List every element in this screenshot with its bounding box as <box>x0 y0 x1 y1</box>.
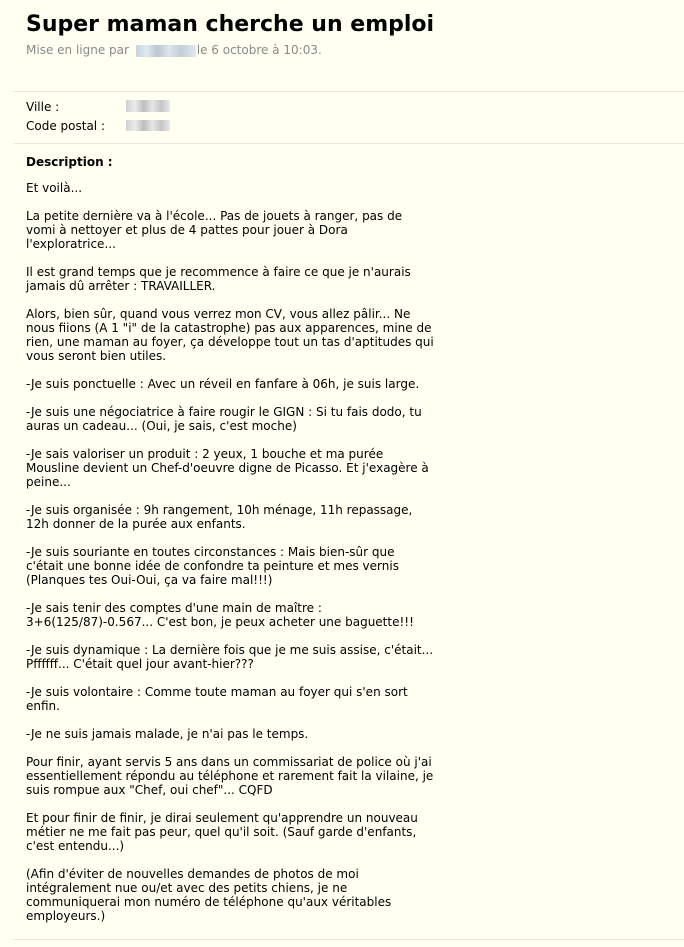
description-paragraph: -Je suis souriante en toutes circonstances : Mais bien-sûr que c'était une bonne idée de confondre ta peinture et mes vernis (Planques tes Oui-Oui, ça va faire mal!!!) <box>26 545 399 587</box>
description-paragraph: -Je sais valoriser un produit : 2 yeux, 1 bouche et ma purée Mousline devient un Chef-d'oeuvre digne de Picasso. Et j'exagère à peine... <box>26 447 429 489</box>
description-paragraph: La petite dernière va à l'école... Pas de jouets à ranger, pas de vomi à nettoyer et plus de 4 pattes pour jouer à Dora l'exploratrice... <box>26 209 403 251</box>
posted-by-line <box>26 42 322 58</box>
byline-suffix: le 6 octobre à 10:03. <box>196 43 322 57</box>
divider-middle <box>13 143 684 144</box>
description-paragraph: -Je ne suis jamais malade, je n'ai pas le temps. <box>26 727 309 741</box>
description-paragraph: Et pour finir de finir, je dirai seulement qu'apprendre un nouveau métier ne me fait pas peur, quel qu'il soit. (Sauf garde d'enfants, c'est entendu...) <box>26 811 418 853</box>
description-label: Description : <box>26 155 113 169</box>
postal-code-label: Code postal : <box>26 119 105 133</box>
description-paragraph: Et voilà... <box>26 181 83 195</box>
divider-top <box>13 91 684 92</box>
description-paragraph: Alors, bien sûr, quand vous verrez mon CV, vous allez pâlir... Ne nous fiions (A 1 "i" de la catastrophe) pas aux apparences, mine de rien, une maman au foyer, ça développe tout un tas d'aptitudes qui vous seront bien utiles. <box>26 307 434 363</box>
redacted-postal-code <box>126 120 170 131</box>
description-paragraph: (Afin d'éviter de nouvelles demandes de photos de moi intégralement nue ou/et avec des petits chiens, je ne communiquerai mon numéro de téléphone qu'aux véritables employeurs.) <box>26 867 392 923</box>
description-paragraph: -Je suis dynamique : La dernière fois que je me suis assise, c'était... Pffffff... C'était quel jour avant-hier??? <box>26 643 434 671</box>
description-body <box>26 181 466 937</box>
redacted-username <box>136 45 196 57</box>
listing-title: Super maman cherche un emploi <box>26 12 435 37</box>
description-paragraph: -Je suis ponctuelle : Avec un réveil en fanfare à 06h, je suis large. <box>26 377 420 391</box>
description-paragraph: Pour finir, ayant servis 5 ans dans un commissariat de police où j'ai essentiellement répondu au téléphone et rarement fait la vilaine, je suis rompue aux "Chef, oui chef"... CQFD <box>26 755 434 797</box>
description-paragraph: -Je sais tenir des comptes d'une main de maître : 3+6(125/87)-0.567... C'est bon, je peux acheter une baguette!!! <box>26 601 414 629</box>
divider-bottom <box>13 939 684 940</box>
description-paragraph: -Je suis une négociatrice à faire rougir le GIGN : Si tu fais dodo, tu auras un cadeau... (Oui, je sais, c'est moche) <box>26 405 422 433</box>
description-paragraph: Il est grand temps que je recommence à faire ce que je n'aurais jamais dû arrêter : TRAVAILLER. <box>26 265 411 293</box>
description-paragraph: -Je suis volontaire : Comme toute maman au foyer qui s'en sort enfin. <box>26 685 408 713</box>
city-label: Ville : <box>26 100 60 114</box>
byline-prefix: Mise en ligne par <box>26 43 129 57</box>
redacted-city <box>126 100 170 112</box>
description-paragraph: -Je suis organisée : 9h rangement, 10h ménage, 11h repassage, 12h donner de la purée aux enfants. <box>26 503 413 531</box>
